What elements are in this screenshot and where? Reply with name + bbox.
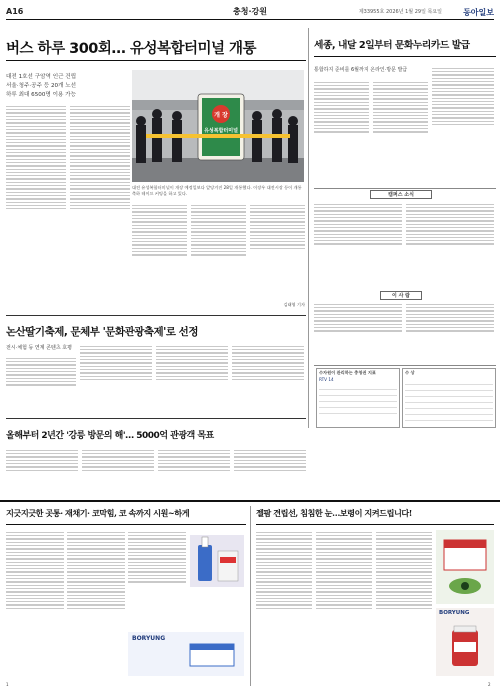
mid-body-col2 [80,344,152,414]
left-ad-col3 [128,530,186,630]
left-ad-brand-box [128,632,244,676]
lead-byline: 김태영 기자 [283,302,305,307]
page-number: A16 [6,7,24,16]
right-ad-rule [256,524,494,525]
info-table-rows [319,384,397,418]
lead-subtitle-3: 하루 최대 6500명 이용 가능 [6,92,76,98]
left-ad-headline: 지긋지긋한 곳통· 재채기· 코막힘, 코 속까지 시원~하게 [6,508,190,518]
right-headline: 세종, 내달 2일부터 문화누리카드 발급 [314,40,470,51]
lead-body-col1 [6,104,66,309]
right-ad-brand-box [436,608,494,676]
campus-rule [314,188,496,189]
campus-body-col1 [314,202,402,288]
right-ad-page-num: 2 [488,682,491,687]
mid-rule [6,315,306,316]
info-table [316,368,400,428]
mid-headline: 논산딸기축제, 문체부 '문화관광축제'로 선정 [6,326,198,338]
lead-photo [132,70,304,182]
bottom-body-col4 [234,448,306,496]
bottom-body-col3 [158,448,230,496]
lead-subtitles [6,73,126,100]
mid-body-col1 [6,356,76,414]
right-ad-product-image [436,530,494,604]
right-ad-col2 [316,530,372,680]
lead-body-col2 [70,104,130,309]
page-header [6,5,494,20]
pill-bottle-icon [440,624,490,670]
eye-supplement-icon [436,530,494,604]
info-table-sub: RTV 14 [319,376,334,382]
right-subtitle: 통합하지 준비를 6월까지 온라인·방문 발급 [314,67,408,73]
right-body-col3 [432,66,494,184]
campus-body-col2 [406,202,494,288]
lead-subtitle-1: 대전 1호선 구암역 인근 건립 [6,74,77,80]
column-divider [308,28,309,428]
campus-news-label: 캠퍼스 소식 [370,190,432,199]
medicine-box-icon [188,640,238,670]
right-ad-headline: 젤팜 견립선, 침침한 눈…보령이 지켜드립니다! [256,508,412,518]
info-table-2 [402,368,496,428]
left-ad-product-image [190,535,244,587]
right-ad-col1 [256,530,312,680]
photo-sign: 유성복합터미널 [204,128,238,134]
lead-headline: 버스 하루 300회… 유성복합터미널 개통 [6,41,257,57]
lead-subtitle-2: 서울·청주·공주 등 20개 노선 [6,83,77,89]
left-ad-col2 [67,530,125,680]
lead-body-col5 [250,203,305,303]
left-ad-brand: BORYUNG [132,635,166,642]
table-rule [314,365,496,366]
lead-body-col3 [132,203,187,309]
right-ad-col3 [376,530,432,680]
left-ad-rule [6,524,246,525]
people-body-col2 [406,302,494,362]
lead-rule [6,60,306,61]
issue-date: 제33955호 2026년 1월 29일 목요일 [358,9,442,15]
photo-sign-top: 개 장 [214,112,228,119]
ad-divider [0,500,500,502]
lead-photo-caption: 대전 유성복합터미널이 개장 예정일보다 앞당겨진 28일 개통했다. 이장우 대전시장 등이 개통 축하 테이프 커팅을 하고 있다. [132,185,302,196]
info-table-title: 수자원이 관리하는 충청권 지표 [319,370,376,375]
mid-body-col3 [156,344,228,414]
newspaper-logo: 동아일보 [463,7,494,17]
mid-subtitle: 전시·체험 등 연계 콘텐츠 호평 [6,345,72,351]
lead-body-col4 [191,203,246,309]
info-table-2-rows [405,379,493,423]
right-rule [314,56,496,57]
people-label: 이 사 람 [380,291,422,300]
left-ad-page-num: 1 [6,682,9,687]
right-ad-brand: BORYUNG [439,610,470,616]
section-title: 충청·강원 [233,7,267,16]
right-body-col2 [373,80,428,184]
nasal-spray-icon [190,535,244,587]
people-body-col1 [314,302,402,362]
bottom-body-col1 [6,448,78,496]
award-label: 수 상 [405,370,415,375]
bottom-headline: 올해부터 2년간 '강릉 방문의 해'… 5000억 관광객 목표 [6,431,214,441]
mid-body-col4 [232,344,304,414]
right-body-col1 [314,80,369,184]
bottom-body-col2 [82,448,154,496]
left-ad-col1 [6,530,64,680]
bottom-rule [6,418,306,419]
ad-column-divider [250,506,251,686]
terminal-photo-illustration [132,70,304,182]
